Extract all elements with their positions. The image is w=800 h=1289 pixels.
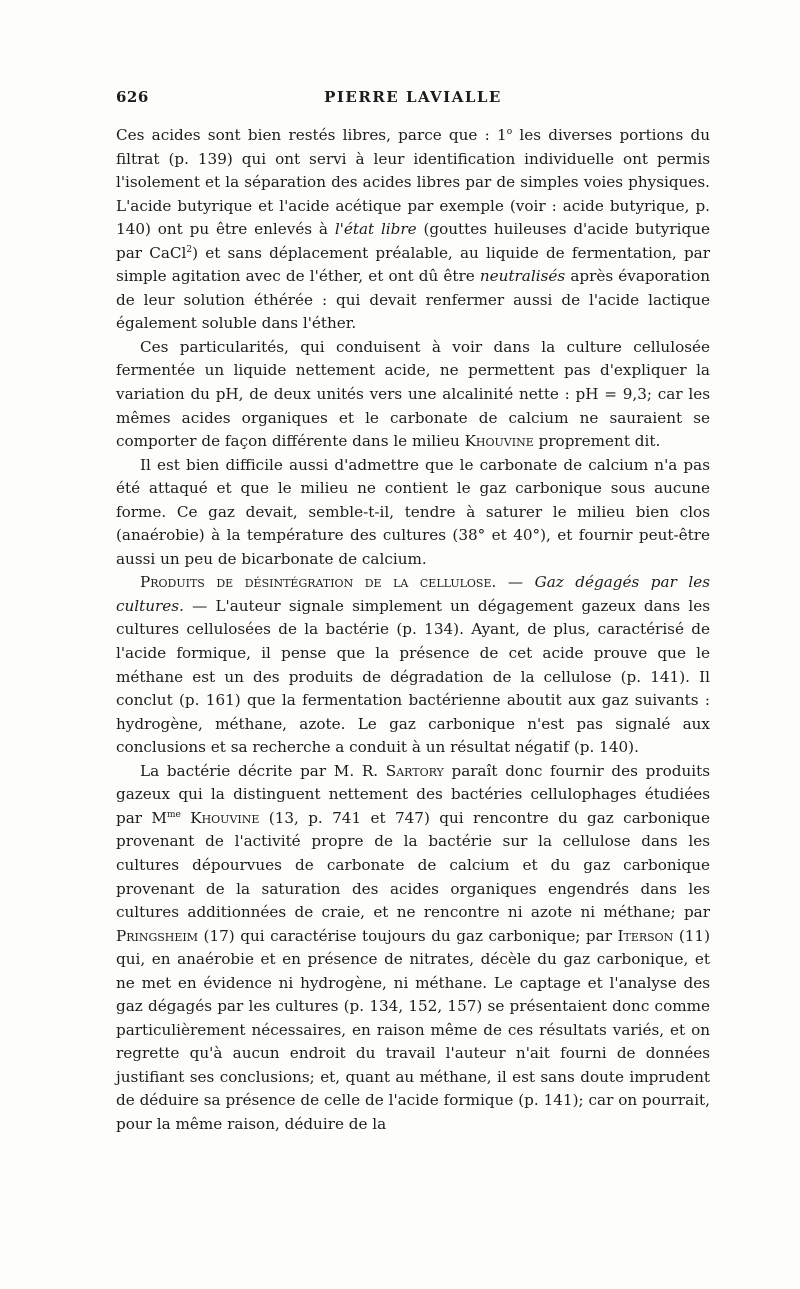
small-caps-text: Sartory: [385, 761, 444, 780]
superscript: o: [506, 127, 513, 137]
small-caps-text: Pringsheim: [116, 926, 199, 945]
text-span: Il est bien difficile aussi d'admettre que le carbonate de calcium n'a pas été attaqué et que le milieu ne contient le gaz carbonique sous aucune forme. Ce gaz devait, semble-t-il, tendre à saturer le milieu bien clos (anaérobie) à la température des cultures (38° et 40°), et fournir peut-être aussi un peu de bicarbonate de calcium.: [116, 455, 710, 568]
italic-text: neutralisés: [479, 267, 566, 286]
text-span: (gouttes huileuses d'acide butyrique par CaCl: [116, 220, 710, 262]
small-caps-text: Produits de désintégration de la cellulose.: [140, 573, 497, 592]
text-span: paraît donc fournir des produits gazeux qui la distinguent nettement des bactéries cellulophages étudiées par M: [116, 761, 710, 827]
italic-text: Gaz dégagés par les cultures.: [116, 573, 711, 615]
text-span: La bactérie décrite par M. R.: [140, 761, 386, 780]
italic-text: l'état libre: [334, 220, 417, 239]
text-span: les diverses portions du filtrat (p. 139) qui ont servi à leur identification individuelle ont permis l'isolement et la séparation des acides libres par de simples voies physiques. L'acide butyrique et l'acide acétique par exemple (voir : acide butyrique, p. 140) ont pu être enlevés à: [116, 126, 710, 239]
page-header: [116, 88, 710, 112]
paragraph: [116, 571, 710, 759]
running-title: PIERRE LAVIALLE: [324, 88, 502, 106]
text-span: Ces acides sont bien restés libres, parce que : 1: [116, 126, 507, 144]
superscript: 2: [186, 244, 193, 255]
text-span: (13, p. 741 et 747) qui rencontre du gaz carbonique provenant de l'activité propre de la bactérie sur la cellulose dans les cultures dépourvues de carbonate de calcium et du gaz carbonique provenant de la saturation des acides organiques engendrés dans les cultures additionnées de craie, et ne rencontre ni azote ni méthane; par: [116, 808, 711, 922]
paragraph: [116, 336, 710, 454]
page-number: 626: [116, 88, 149, 106]
text-span: (17) qui caractérise toujours du gaz carbonique; par: [198, 926, 618, 945]
text-span: [181, 809, 190, 827]
small-caps-text: Iterson: [617, 926, 674, 945]
text-span: ) et sans déplacement préalable, au liquide de fermentation, par simple agitation avec de l'éther, et ont dû être: [116, 243, 710, 286]
body-text: [116, 124, 710, 1137]
paragraph: [116, 124, 710, 336]
text-span: — L'auteur signale simplement un dégagement gazeux dans les cultures cellulosées de la bactérie (p. 134). Ayant, de plus, caractérisé de l'acide formique, il pense que la présence de cet acide prouve que le méthane est un des produits de dégradation de la cellulose (p. 141). Il conclut (p. 161) que la fermentation bactérienne aboutit aux gaz suivants : hydrogène, méthane, azote. Le gaz carbonique n'est pas signalé aux conclusions et sa recherche a conduit à un résultat négatif (p. 140).: [116, 596, 710, 757]
text-span: —: [496, 573, 535, 592]
small-caps-text: Khouvine: [190, 808, 260, 827]
small-caps-text: Khouvine: [464, 432, 534, 451]
text-span: après évaporation de leur solution éthérée : qui devait renfermer aussi de l'acide lactique également soluble dans l'éther.: [116, 267, 710, 333]
text-span: (11) qui, en anaérobie et en présence de nitrates, décèle du gaz carbonique, et ne met en évidence ni hydrogène, ni méthane. Le captage et l'analyse des gaz dégagés par les cultures (p. 134, 152, 157) se présentaient donc comme particulièrement nécessaires, en raison même de ces résultats variés, et on regrette qu'à aucun endroit du travail l'auteur n'ait fourni de données justifiant ses conclusions; et, quant au méthane, il est sans doute imprudent de déduire sa présence de celle de l'acide formique (p. 141); car on pourrait, pour la même raison, déduire de la: [116, 926, 710, 1133]
paragraph: [116, 760, 710, 1137]
text-span: Ces particularités, qui conduisent à voir dans la culture cellulosée fermentée un liquide nettement acide, ne permettent pas d'expliquer la variation du pH, de deux unités vers une alcalinité nette : pH = 9,3; car les mêmes acides organiques et le carbonate de calcium ne sauraient se comporter de façon différente dans le milieu: [116, 337, 710, 451]
superscript: me: [166, 809, 181, 820]
text-span: proprement dit.: [533, 432, 661, 451]
paragraph: [116, 454, 710, 572]
